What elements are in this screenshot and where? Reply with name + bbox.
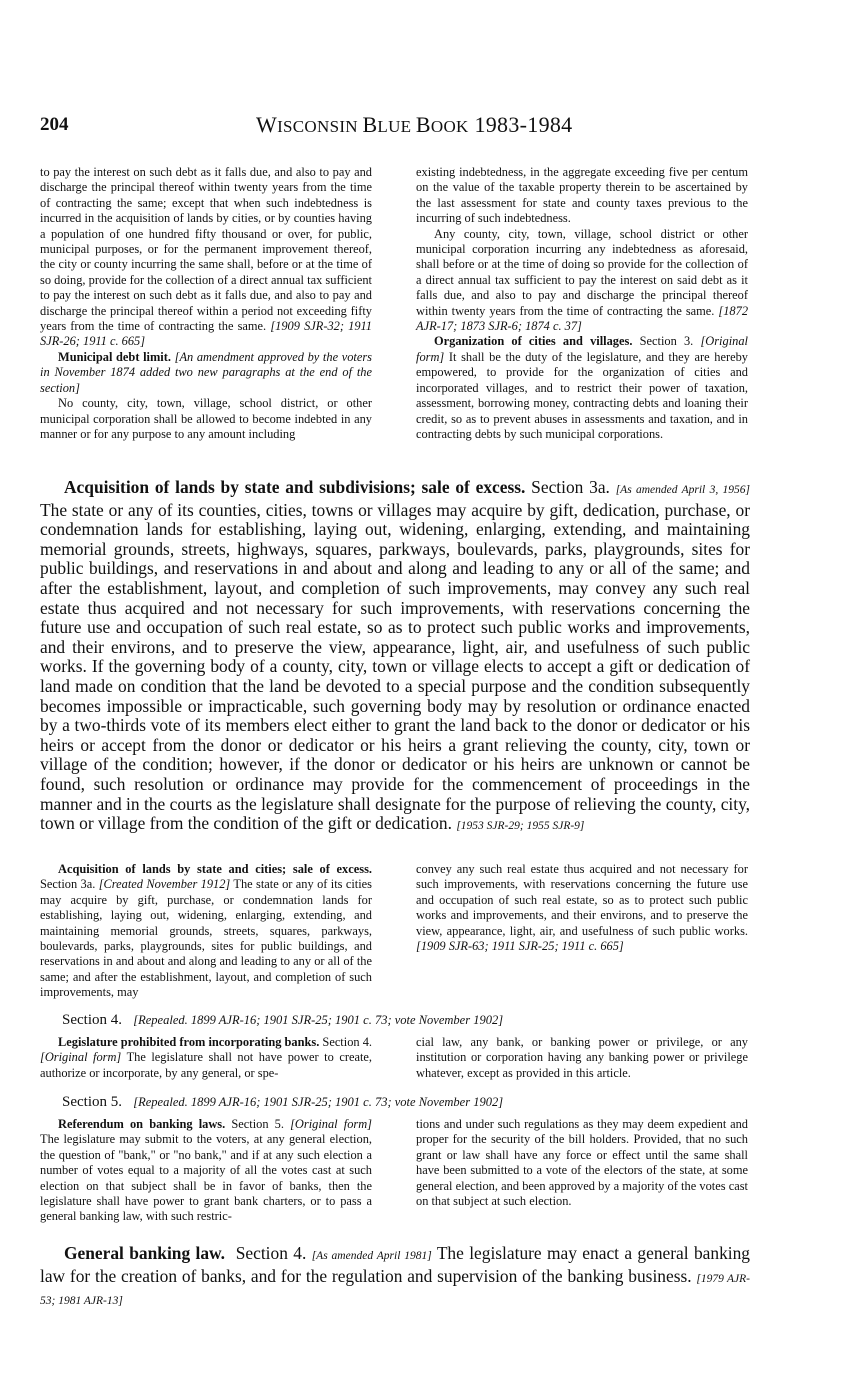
any-county-paragraph: Any county, city, town, village, school district or other municipal corporation incurring any indebtedness as aforesaid, shall before or at the time of doing so provide for the collection of a direct annual tax sufficient to pay the interest on said debt as it falls due, and also to pay and discharge the principal thereof within twenty years from the time of contracting the same. [1872 AJR-17; 1873 SJR-6; 1874 c. 37] [416,226,749,334]
page-number: 204 [40,114,69,135]
section-5-repealed: Section 5. [Repealed. 1899 AJR-16; 1901 SJR-25; 1901 c. 73; vote November 1902] [62,1094,504,1110]
banks-heading: Legislature prohibited from incorporating banks. [58,1035,320,1049]
indebtedness-paragraph: existing indebtedness, in the aggregate exceeding five per centum on the value of the taxable property therein to be ascertained by the last assessment for state and county taxes previous to the incurring of such indebtedness. [416,165,748,226]
section-3a-text: The state or any of its counties, cities, towns or villages may acquire by gift, dedication, purchase, or condemnation lands for establishing, laying out, widening, enlarging, extending, and maintaining memorial grounds, streets, highways, squares, parkways, boulevards, parks, playgrounds, sites for public buildings, and reservations in and about and along and leading to any or all of the same; and after the establishment, layout, and completion of such improvements, may convey any such real estate thus acquired and not necessary for such improvements, with reservations concerning the future use and occupation of such real estate, so as to protect such public works and improvements, and their environs, and to preserve the view, appearance, light, air, and usefulness of such public works. If the governing body of a county, city, town or village elects to accept a gift or dedication of land made on condition that the land be devoted to a special purpose and the condition subsequently becomes impossible or impracticable, such governing body may by resolution or ordinance enacted by a two-thirds vote of its members elect either to grant the land back to the donor or dedicator or his heirs or accept from the donor or dedicator or his heirs a grant relieving the county, city, town or village of the condition; however, if the donor or dedicator or his heirs are unknown or cannot be found, such resolution or ordinance may provide for the commencement of proceedings in the manner and in the courts as the legislature shall designate for the purpose of relieving the county, city, town or village from the condition of the gift or dedication. [40,499,750,834]
orig-3a-heading: Acquisition of lands by state and cities; sale of excess. [58,862,372,876]
debt-paragraph: to pay the interest on such debt as it falls due, and also to pay and discharge the principal thereof within twenty years from the time of contracting the same; except that when such indebtedness is incurred in the acquisition of lands by cities, or by counties having a population of one hundred fifty thousand or over, for public, municipal purposes, or for the permanent improvement thereof, the city or county incurring the same shall, before or at the time of so doing, provide for the collection of a direct annual tax sufficient to pay the interest on such debt as it falls due, and also to pay and discharge the principal thereof within a period not exceeding fifty years from the time of contracting the same. [1909 SJR-32; 1911 SJR-26; 1911 c. 665] [40,165,372,349]
top-left-column [40,165,372,442]
referendum-left-column: Referendum on banking laws. Section 5. [Original form] The legislature may submit to the voters, at any general election, the question of "bank," or "no bank," and if at any such election a number of votes equal to a majority of all the votes cast at such election on that subject shall be in favor of banks, then the legislature shall have power to grant bank charters, or to pass a general banking law, with such restric- [40,1117,372,1224]
top-right-column [416,165,748,442]
section-3a-heading: Acquisition of lands by state and subdivisions; sale of excess. [64,477,526,497]
no-county-paragraph: No county, city, town, village, school district, or other municipal corporation shall be allowed to become indebted in any manner or for any purpose to any amount including [40,396,372,441]
organization-paragraph: Organization of cities and villages. Section 3. [Original form] It shall be the duty of the legislature, and they are hereby empowered, to provide for the organization of cities and incorporated villages, and to restrict their power of taxation, assessment, borrowing money, contracting debts and loaning their credit, so as to prevent abuses in assessments and taxation, and in contracting debts by such municipal corporations. [416,334,748,441]
general-banking-law: General banking law. Section 4. [As amended April 1981] The legislature may enact a general banking law for the creation of banks, and for the regulation and supervision of the banking business. [1979 AJR-53; 1981 AJR-13] [40,1243,750,1308]
referendum-right-column: tions and under such regulations as they may deem expedient and proper for the security of the bill holders. Provided, that no such grant or law shall have any force or effect until the same shall have been submitted to a vote of the electors of the state, at some general election, and been approved by a majority of the votes cast on that subject at such election. [416,1117,748,1209]
general-banking-heading: General banking law. [64,1243,225,1263]
running-title: WISCONSIN BLUE BOOK 1983-1984 [256,112,573,137]
section-4-repealed: Section 4. [Repealed. 1899 AJR-16; 1901 SJR-25; 1901 c. 73; vote November 1902] [62,1012,504,1028]
section-3a-current: Acquisition of lands by state and subdivisions; sale of excess. Section 3a. [As amended April 3, 1956] The state or any of its counties, cities, towns or villages may acquire by gift, dedication, purchase, or condemnation lands for establishing, laying out, widening, enlarging, extending, and maintaining memorial grounds, streets, highways, squares, parkways, boulevards, parks, playgrounds, sites for public buildings, and reservations in and about and along and leading to any or all of the same; and after the establishment, layout, and completion of such improvements, may convey any such real estate thus acquired and not necessary for such improvements, with reservations concerning the future use and occupation of such real estate, so as to protect such public works and improvements, and their environs, and to preserve the view, appearance, light, air, and usefulness of such public works. If the governing body of a county, city, town or village elects to accept a gift or dedication of land made on condition that the land be devoted to a special purpose and the condition subsequently becomes impossible or impracticable, such governing body may by resolution or ordinance enacted by a two-thirds vote of its members elect either to grant the land back to the donor or dedicator or his heirs or accept from the donor or dedicator or his heirs a grant relieving the county, city, town or village of the condition; however, if the donor or dedicator or his heirs are unknown or cannot be found, such resolution or ordinance may provide for the commencement of proceedings in the manner and in the courts as the legislature shall designate for the purpose of relieving the county, city, town or village from the condition of the gift or dedication. [1953 SJR-29; 1955 SJR-9] [40,477,750,834]
banks-left-column: Legislature prohibited from incorporating banks. Section 4. [Original form] The legislature shall not have power to create, authorize or incorporate, by any general, or spe- [40,1035,373,1080]
municipal-debt-limit-paragraph: Municipal debt limit. [An amendment approved by the voters in November 1874 added two new paragraphs at the end of the section] [40,349,372,395]
banks-right-column: cial law, any bank, or banking power or privilege, or any institution or corporation having any banking power or privilege whatever, except as provided in this article. [416,1035,748,1080]
referendum-heading: Referendum on banking laws. [58,1117,226,1131]
orig-3a-right-column: convey any such real estate thus acquired and not necessary for such improvements, with reservations concerning the future use and occupation of such real estate, so as to protect such public works and improvements, and their environs, and to preserve the view, appearance, light, air, and usefulness of such public works. [1909 SJR-63; 1911 SJR-25; 1911 c. 665] [416,862,748,954]
page-header [40,112,800,144]
orig-3a-left-column: Acquisition of lands by state and cities; sale of excess. Section 3a. [Created November 1912] The state or any of its cities may acquire by gift, purchase, or condemnation lands for establishing, laying out, widening, enlarging, extending, and maintaining memorial grounds, streets, squares, parkways, boulevards, parks, playgrounds, sites for public buildings, and reservations in and about and along and leading to any or all of the same; and after the establishment, layout, and completion of such improvements, may [40,862,372,1000]
